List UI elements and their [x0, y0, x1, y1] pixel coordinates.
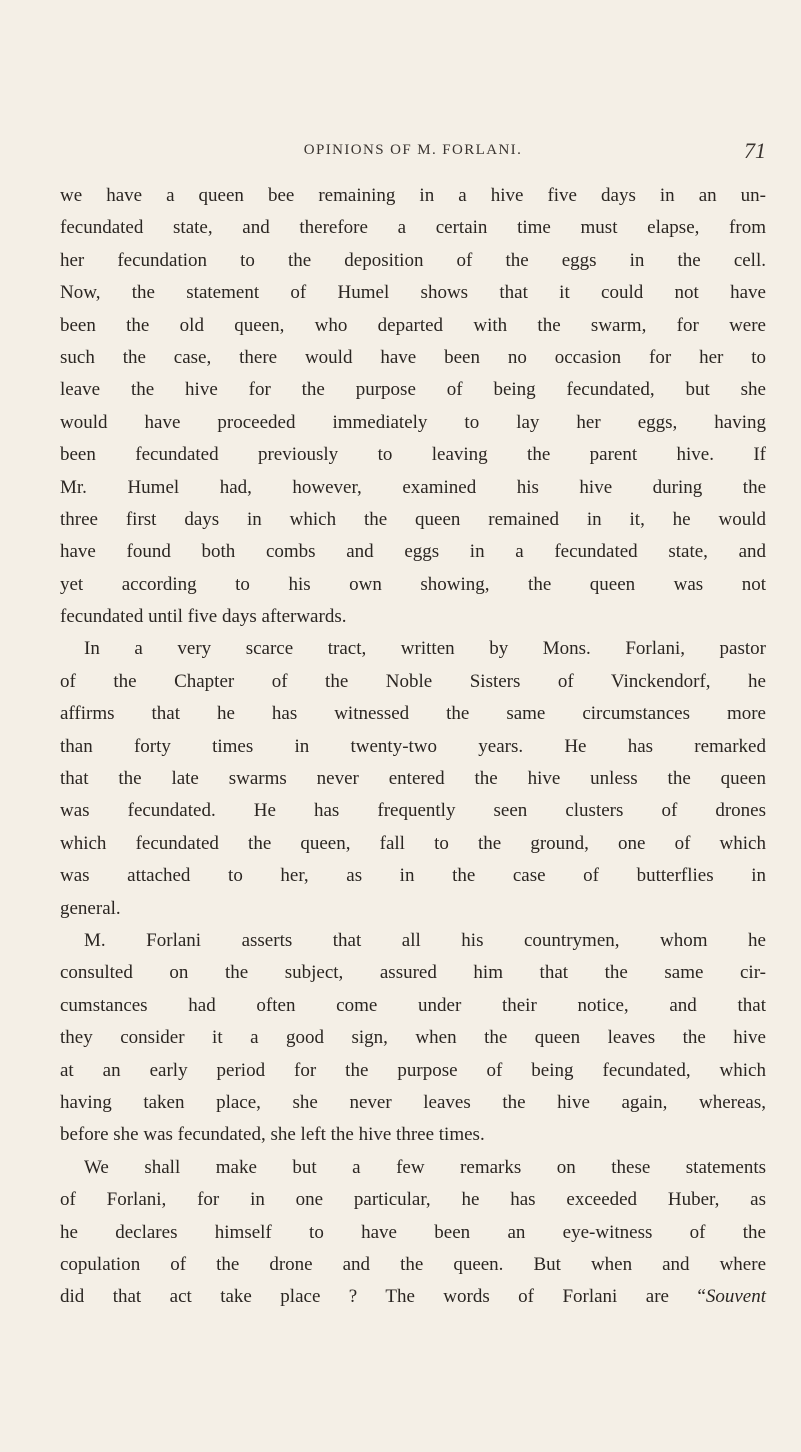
text-line: they consider it a good sign, when the queen leaves the hive — [60, 1027, 766, 1049]
text-line: affirms that he has witnessed the same circumstances more — [60, 703, 766, 725]
text-line: Mr. Humel had, however, examined his hive during the — [60, 476, 766, 498]
text-line: In a very scarce tract, written by Mons. Forlani, pastor — [84, 638, 766, 660]
text-line: than forty times in twenty-two years. He has remarked — [60, 735, 766, 757]
text-line: three first days in which the queen remained in it, he would — [60, 508, 766, 530]
text-line: yet according to his own showing, the queen was not — [60, 573, 766, 595]
text-line: Now, the statement of Humel shows that it could not have — [60, 282, 766, 304]
text-line: that the late swarms never entered the hive unless the queen — [60, 768, 766, 790]
text-line: been the old queen, who departed with the swarm, for were — [60, 314, 766, 336]
text-line: have found both combs and eggs in a fecundated state, and — [60, 541, 766, 563]
text-line: her fecundation to the deposition of the eggs in the cell. — [60, 249, 766, 271]
running-title: OPINIONS OF M. FORLANI. — [303, 142, 523, 158]
text-line: before she was fecundated, she left the hive three times. — [60, 1124, 485, 1146]
page-number: 71 — [744, 138, 766, 163]
text-line: would have proceeded immediately to lay her eggs, having — [60, 411, 766, 433]
text-line: of the Chapter of the Noble Sisters of Vinckendorf, he — [60, 670, 766, 692]
text-line: having taken place, she never leaves the hive again, whereas, — [60, 1091, 766, 1113]
text-line: at an early period for the purpose of being fecundated, which — [60, 1059, 766, 1081]
text-line: leave the hive for the purpose of being fecundated, but she — [60, 379, 766, 401]
text-line: was attached to her, as in the case of butterflies in — [60, 865, 766, 887]
text-line: fecundated state, and therefore a certain time must elapse, from — [60, 217, 766, 239]
text-line: copulation of the drone and the queen. But when and where — [60, 1253, 766, 1275]
text-line: general. — [60, 897, 121, 919]
final-line-italic: Souvent — [705, 1286, 766, 1308]
text-line: such the case, there would have been no occasion for her to — [60, 346, 766, 368]
final-line-roman: did that act take place ? The words of Forlani are “ — [60, 1286, 706, 1308]
text-line: he declares himself to have been an eye-witness of the — [60, 1221, 766, 1243]
text-line: fecundated until five days afterwards. — [60, 606, 347, 628]
running-header — [60, 138, 766, 168]
text-line: cumstances had often come under their notice, and that — [60, 994, 766, 1016]
text-line: M. Forlani asserts that all his countrymen, whom he — [84, 929, 766, 951]
text-line: We shall make but a few remarks on these statements — [84, 1156, 766, 1178]
body-text — [60, 180, 766, 1314]
text-line-final — [60, 1281, 766, 1313]
text-line: of Forlani, for in one particular, he has exceeded Huber, as — [60, 1189, 766, 1211]
text-line: was fecundated. He has frequently seen clusters of drones — [60, 800, 766, 822]
text-line: we have a queen bee remaining in a hive five days in an un- — [60, 185, 766, 206]
text-line: which fecundated the queen, fall to the ground, one of which — [60, 832, 766, 854]
text-line: consulted on the subject, assured him that the same cir- — [60, 962, 766, 984]
text-line: been fecundated previously to leaving the parent hive. If — [60, 444, 766, 466]
